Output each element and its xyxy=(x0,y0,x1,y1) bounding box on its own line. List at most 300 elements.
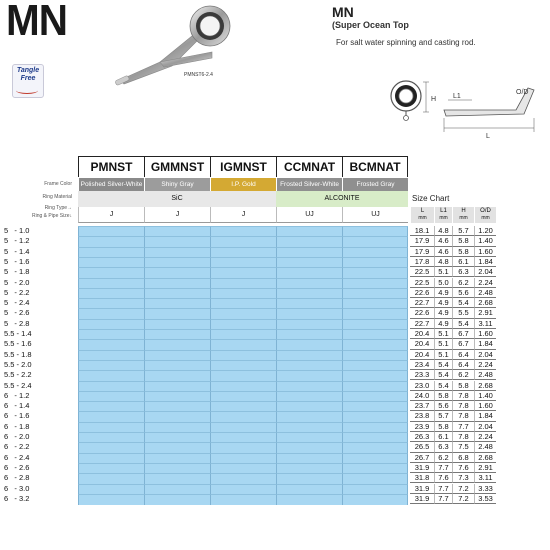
model-availability-cell xyxy=(210,339,276,350)
model-availability-cell xyxy=(276,257,342,268)
model-availability-cell xyxy=(78,247,144,258)
model-availability-cell xyxy=(276,308,342,319)
model-availability-cell xyxy=(342,257,408,268)
model-availability-cell xyxy=(210,442,276,453)
model-availability-cell xyxy=(276,350,342,361)
size-chart-value: 17.9 xyxy=(410,236,434,246)
size-chart-value: 2.04 xyxy=(474,267,496,277)
model-availability-cell xyxy=(210,298,276,309)
model-availability-cell xyxy=(210,463,276,474)
model-availability-cell xyxy=(210,267,276,278)
logo-text-line2: Free xyxy=(20,75,36,82)
model-availability-cell xyxy=(210,247,276,258)
model-availability-cell xyxy=(78,308,144,319)
model-header-ccmnat: CCMNAT xyxy=(276,156,342,177)
size-chart-value: 22.5 xyxy=(410,267,434,277)
model-availability-cell xyxy=(210,411,276,422)
model-availability-cell xyxy=(210,473,276,484)
model-availability-cell xyxy=(276,401,342,412)
size-chart-value: 6.4 xyxy=(452,350,474,360)
ring-size-value: 5.5 - 1.8 xyxy=(4,349,32,359)
size-chart-value: 6.7 xyxy=(452,339,474,349)
size-chart-value: 4.9 xyxy=(434,308,452,318)
model-availability-cell xyxy=(276,267,342,278)
size-chart-value: 7.8 xyxy=(452,432,474,442)
size-chart-value: 5.7 xyxy=(434,411,452,421)
model-availability-cell xyxy=(78,236,144,247)
ring-size-value: 6 - 3.2 xyxy=(4,493,30,503)
size-chart-value: 1.84 xyxy=(474,339,496,349)
model-availability-cell xyxy=(276,370,342,381)
model-availability-cell xyxy=(78,484,144,495)
model-availability-cell xyxy=(210,381,276,392)
model-availability-cell xyxy=(342,432,408,443)
size-chart-column-unit: mm xyxy=(418,215,427,221)
size-chart-value: 1.84 xyxy=(474,411,496,421)
model-availability-cell xyxy=(78,298,144,309)
tangle-free-logo xyxy=(12,64,44,98)
ring-size-label: Ring & Pipe Size↓ xyxy=(31,213,72,219)
size-chart-value: 7.5 xyxy=(452,442,474,452)
ring-size-value: 5 - 2.2 xyxy=(4,287,30,297)
size-chart-value: 3.33 xyxy=(474,484,496,494)
size-chart-value: 5.8 xyxy=(452,381,474,391)
model-availability-cell xyxy=(342,422,408,433)
size-chart-value: 6.8 xyxy=(452,453,474,463)
model-availability-cell xyxy=(144,432,210,443)
model-availability-cell xyxy=(210,494,276,505)
size-chart-value: 4.8 xyxy=(434,257,452,267)
model-availability-cell xyxy=(78,463,144,474)
size-chart-value: 5.1 xyxy=(434,267,452,277)
size-chart-value: 5.5 xyxy=(452,308,474,318)
size-chart-value: 7.3 xyxy=(452,473,474,483)
model-availability-cell xyxy=(78,432,144,443)
model-availability-cell xyxy=(144,494,210,505)
size-chart-value: 5.1 xyxy=(434,350,452,360)
model-availability-cell xyxy=(210,329,276,340)
size-chart-value: 22.7 xyxy=(410,319,434,329)
size-chart-value: 1.40 xyxy=(474,391,496,401)
ring-type-cell: UJ xyxy=(276,207,342,223)
size-chart-value: 5.8 xyxy=(434,391,452,401)
ring-size-value: 6 - 1.6 xyxy=(4,411,30,421)
size-chart-value: 3.11 xyxy=(474,473,496,483)
model-availability-cell xyxy=(342,401,408,412)
frame-color-cell: Frosted Silver-White xyxy=(276,178,342,191)
ring-size-value: 6 - 2.6 xyxy=(4,462,30,472)
model-availability-cell xyxy=(144,257,210,268)
size-chart-header xyxy=(452,207,474,223)
model-availability-cell xyxy=(144,381,210,392)
size-chart-column-unit: mm xyxy=(459,215,468,221)
size-chart-value: 5.6 xyxy=(452,288,474,298)
size-chart-value: 7.8 xyxy=(452,391,474,401)
size-chart-header xyxy=(434,207,452,223)
size-chart-column-name: O/D xyxy=(480,208,491,214)
size-chart-value: 7.2 xyxy=(452,494,474,504)
ring-material-label: Ring Material xyxy=(42,194,72,200)
size-chart-value: 7.7 xyxy=(434,463,452,473)
size-chart-header xyxy=(410,207,434,223)
ring-size-value: 5.5 - 2.4 xyxy=(4,380,32,390)
model-availability-cell xyxy=(276,319,342,330)
guide-photo xyxy=(100,4,240,88)
ring-size-value: 6 - 2.8 xyxy=(4,473,30,483)
model-availability-cell xyxy=(342,278,408,289)
model-availability-cell xyxy=(276,236,342,247)
model-availability-cell xyxy=(144,360,210,371)
model-availability-cell xyxy=(342,411,408,422)
ring-material-cell: SiC xyxy=(78,191,276,207)
model-availability-cell xyxy=(342,391,408,402)
model-availability-cell xyxy=(210,288,276,299)
size-chart-value: 5.6 xyxy=(434,401,452,411)
model-availability-cell xyxy=(144,339,210,350)
size-chart-column-name: L xyxy=(420,208,425,214)
model-availability-cell xyxy=(342,442,408,453)
model-header-gmmnst: GMMNST xyxy=(144,156,210,177)
size-chart-value: 7.6 xyxy=(452,463,474,473)
model-availability-cell xyxy=(78,453,144,464)
size-chart-value: 18.1 xyxy=(410,226,434,236)
model-availability-cell xyxy=(342,247,408,258)
size-chart-value: 5.7 xyxy=(452,226,474,236)
ring-size-value: 5 - 2.8 xyxy=(4,318,30,328)
ring-type-cell: J xyxy=(144,207,210,223)
size-chart-value: 6.2 xyxy=(452,278,474,288)
ring-size-value: 5 - 1.4 xyxy=(4,246,30,256)
model-availability-cell xyxy=(342,381,408,392)
ring-size-value: 5 - 2.4 xyxy=(4,298,30,308)
frame-color-label: Frame Color xyxy=(44,181,72,187)
ring-size-value: 5 - 2.6 xyxy=(4,308,30,318)
model-availability-cell xyxy=(276,494,342,505)
size-chart-value: 7.7 xyxy=(452,422,474,432)
size-chart-value: 5.4 xyxy=(452,319,474,329)
ring-type-cell: J xyxy=(210,207,276,223)
model-availability-cell xyxy=(342,484,408,495)
size-chart-value: 6.2 xyxy=(434,453,452,463)
model-header-bcmnat: BCMNAT xyxy=(342,156,408,177)
size-chart-value: 1.60 xyxy=(474,329,496,339)
model-availability-cell xyxy=(276,339,342,350)
model-availability-cell xyxy=(144,401,210,412)
size-chart-value: 17.9 xyxy=(410,247,434,257)
model-availability-cell xyxy=(210,432,276,443)
size-chart-value: 6.3 xyxy=(434,442,452,452)
size-chart-value: 2.48 xyxy=(474,442,496,452)
size-chart-value: 20.4 xyxy=(410,329,434,339)
model-availability-cell xyxy=(342,473,408,484)
model-availability-cell xyxy=(342,463,408,474)
size-chart-value: 31.9 xyxy=(410,494,434,504)
size-chart-value: 6.3 xyxy=(452,267,474,277)
model-availability-cell xyxy=(342,298,408,309)
model-availability-cell xyxy=(276,381,342,392)
size-chart-value: 3.53 xyxy=(474,494,496,504)
model-availability-cell xyxy=(144,463,210,474)
ring-size-value: 5.5 - 2.2 xyxy=(4,370,32,380)
model-availability-cell xyxy=(144,442,210,453)
model-availability-cell xyxy=(78,442,144,453)
model-availability-cell xyxy=(342,360,408,371)
size-chart-title: Size Chart xyxy=(412,194,450,203)
size-chart-value: 20.4 xyxy=(410,339,434,349)
model-availability-cell xyxy=(78,288,144,299)
ring-size-value: 5 - 1.8 xyxy=(4,267,30,277)
model-availability-cell xyxy=(276,484,342,495)
model-availability-cell xyxy=(210,484,276,495)
size-chart-value: 2.24 xyxy=(474,360,496,370)
size-chart-value: 5.8 xyxy=(452,247,474,257)
ring-size-value: 5 - 1.0 xyxy=(4,226,30,235)
size-chart-value: 6.7 xyxy=(452,329,474,339)
size-chart-value: 5.8 xyxy=(452,236,474,246)
model-availability-cell xyxy=(144,370,210,381)
frame-color-cell: Frosted Gray xyxy=(342,178,408,191)
model-availability-cell xyxy=(144,288,210,299)
model-availability-cell xyxy=(78,350,144,361)
logo-text-line1: Tangle xyxy=(16,67,40,74)
size-chart-column-unit: mm xyxy=(481,215,490,221)
model-availability-cell xyxy=(78,381,144,392)
size-chart-value: 20.4 xyxy=(410,350,434,360)
frame-color-cell: I.P. Gold xyxy=(210,178,276,191)
size-chart-value: 22.6 xyxy=(410,288,434,298)
ring-size-value: 5.5 - 1.4 xyxy=(4,329,32,338)
model-availability-cell xyxy=(210,422,276,433)
model-availability-cell xyxy=(78,267,144,278)
dimension-diagram xyxy=(386,72,541,154)
model-availability-cell xyxy=(78,226,144,237)
ring-size-value: 6 - 3.0 xyxy=(4,483,30,493)
model-availability-cell xyxy=(276,473,342,484)
model-availability-cell xyxy=(276,453,342,464)
size-chart-column-name: H xyxy=(461,208,466,214)
size-chart-value: 2.68 xyxy=(474,453,496,463)
size-chart-value: 31.9 xyxy=(410,484,434,494)
model-availability-cell xyxy=(342,308,408,319)
model-availability-cell xyxy=(78,257,144,268)
size-chart-value: 1.20 xyxy=(474,226,496,236)
model-title: MN xyxy=(332,4,354,20)
size-chart-column-unit: mm xyxy=(439,215,448,221)
size-chart-value: 17.8 xyxy=(410,257,434,267)
model-availability-cell xyxy=(342,226,408,237)
diagram-label-od: O/D xyxy=(516,89,529,96)
ring-size-value: 5 - 2.0 xyxy=(4,277,30,287)
model-availability-cell xyxy=(210,360,276,371)
frame-color-cell: Shiny Gray xyxy=(144,178,210,191)
model-availability-cell xyxy=(210,308,276,319)
model-availability-cell xyxy=(342,329,408,340)
model-header-igmnst: IGMNST xyxy=(210,156,276,177)
model-availability-cell xyxy=(210,257,276,268)
model-availability-cell xyxy=(342,339,408,350)
size-chart-value: 4.9 xyxy=(434,298,452,308)
size-chart-value: 5.0 xyxy=(434,278,452,288)
size-chart-value: 23.3 xyxy=(410,370,434,380)
ring-size-value: 6 - 1.8 xyxy=(4,421,30,431)
model-availability-cell xyxy=(144,329,210,340)
logo-swoosh xyxy=(16,87,38,94)
model-availability-cell xyxy=(144,236,210,247)
diagram-label-h: H xyxy=(431,96,437,103)
model-availability-cell xyxy=(276,432,342,443)
model-availability-cell xyxy=(78,422,144,433)
model-availability-cell xyxy=(342,236,408,247)
ring-size-value: 6 - 2.4 xyxy=(4,452,30,462)
size-chart-value: 7.7 xyxy=(434,484,452,494)
model-availability-cell xyxy=(276,442,342,453)
size-chart-value: 5.4 xyxy=(452,298,474,308)
model-availability-cell xyxy=(210,278,276,289)
ring-size-value: 6 - 2.0 xyxy=(4,432,30,441)
size-chart-value: 5.4 xyxy=(434,370,452,380)
size-chart-value: 23.0 xyxy=(410,381,434,391)
size-chart-value: 1.40 xyxy=(474,236,496,246)
model-availability-cell xyxy=(144,473,210,484)
size-chart-value: 1.84 xyxy=(474,257,496,267)
model-availability-cell xyxy=(342,319,408,330)
model-availability-cell xyxy=(144,453,210,464)
size-chart-value: 26.5 xyxy=(410,442,434,452)
size-chart-value: 24.0 xyxy=(410,391,434,401)
diagram-label-l: L xyxy=(486,133,490,140)
model-availability-cell xyxy=(276,463,342,474)
model-availability-cell xyxy=(78,391,144,402)
size-chart-value: 7.2 xyxy=(452,484,474,494)
size-chart-value: 4.6 xyxy=(434,247,452,257)
size-chart-value: 23.4 xyxy=(410,360,434,370)
model-availability-cell xyxy=(78,370,144,381)
size-chart-value: 26.7 xyxy=(410,453,434,463)
size-chart-value: 31.9 xyxy=(410,463,434,473)
size-chart-value: 5.4 xyxy=(434,381,452,391)
model-availability-cell xyxy=(276,411,342,422)
ring-size-value: 5.5 - 1.6 xyxy=(4,339,32,349)
model-availability-cell xyxy=(342,288,408,299)
model-availability-cell xyxy=(78,329,144,340)
model-availability-cell xyxy=(144,226,210,237)
model-availability-cell xyxy=(210,350,276,361)
ring-size-value: 5.5 - 2.0 xyxy=(4,359,32,369)
model-availability-cell xyxy=(144,278,210,289)
model-availability-cell xyxy=(342,494,408,505)
model-availability-cell xyxy=(342,267,408,278)
size-chart-value: 6.1 xyxy=(452,257,474,267)
size-chart-value: 4.9 xyxy=(434,288,452,298)
ring-type-cell: J xyxy=(78,207,144,223)
size-chart-header xyxy=(474,207,496,223)
size-chart-value: 2.68 xyxy=(474,298,496,308)
size-chart-value: 4.6 xyxy=(434,236,452,246)
size-chart-value: 22.5 xyxy=(410,278,434,288)
size-chart-column-name: L1 xyxy=(440,208,447,214)
model-availability-cell xyxy=(144,247,210,258)
size-chart-value: 2.91 xyxy=(474,463,496,473)
size-chart-value: 2.48 xyxy=(474,370,496,380)
size-chart-value: 5.1 xyxy=(434,339,452,349)
model-subtitle: (Super Ocean Top xyxy=(332,20,409,30)
model-availability-cell xyxy=(210,453,276,464)
size-chart-value: 5.4 xyxy=(434,360,452,370)
size-chart-value: 5.1 xyxy=(434,329,452,339)
size-chart-value: 22.6 xyxy=(410,308,434,318)
size-chart-value: 2.24 xyxy=(474,432,496,442)
ring-type-cell: UJ xyxy=(342,207,408,223)
size-chart-value: 2.68 xyxy=(474,381,496,391)
size-chart-value: 31.8 xyxy=(410,473,434,483)
size-chart-value: 6.1 xyxy=(434,432,452,442)
model-availability-cell xyxy=(144,308,210,319)
model-availability-cell xyxy=(78,278,144,289)
model-availability-cell xyxy=(210,391,276,402)
size-chart-value: 5.8 xyxy=(434,422,452,432)
model-availability-cell xyxy=(342,350,408,361)
size-chart-value: 6.2 xyxy=(452,370,474,380)
photo-caption: PMNST6-2.4 xyxy=(184,72,213,78)
model-availability-cell xyxy=(78,401,144,412)
size-chart-value: 2.48 xyxy=(474,288,496,298)
model-availability-cell xyxy=(144,319,210,330)
model-availability-cell xyxy=(78,411,144,422)
ring-material-cell: ALCONITE xyxy=(276,191,408,207)
ring-size-value: 6 - 2.2 xyxy=(4,442,30,452)
size-chart-value: 7.8 xyxy=(452,401,474,411)
model-availability-cell xyxy=(78,494,144,505)
size-chart-value: 7.7 xyxy=(434,494,452,504)
frame-color-cell: Polished Silver-White xyxy=(78,178,144,191)
size-chart-value: 3.11 xyxy=(474,319,496,329)
size-chart-value: 2.24 xyxy=(474,278,496,288)
size-chart-value: 23.7 xyxy=(410,401,434,411)
model-availability-cell xyxy=(276,288,342,299)
model-availability-cell xyxy=(276,391,342,402)
model-availability-cell xyxy=(78,473,144,484)
model-availability-cell xyxy=(144,267,210,278)
page-title: MN xyxy=(6,0,68,45)
size-chart-value: 22.7 xyxy=(410,298,434,308)
model-availability-cell xyxy=(144,391,210,402)
size-chart-value: 1.60 xyxy=(474,401,496,411)
size-chart-value: 2.04 xyxy=(474,422,496,432)
model-availability-cell xyxy=(342,453,408,464)
model-availability-cell xyxy=(210,370,276,381)
size-chart-value: 23.9 xyxy=(410,422,434,432)
size-chart-value: 4.9 xyxy=(434,319,452,329)
ring-type-label: Ring Type→ xyxy=(44,205,72,211)
model-header-pmnst: PMNST xyxy=(78,156,144,177)
model-availability-cell xyxy=(210,226,276,237)
model-availability-cell xyxy=(276,226,342,237)
model-availability-cell xyxy=(144,484,210,495)
size-chart-value: 7.6 xyxy=(434,473,452,483)
ring-size-value: 5 - 1.2 xyxy=(4,236,30,246)
model-availability-cell xyxy=(144,411,210,422)
size-chart-value: 1.60 xyxy=(474,247,496,257)
model-availability-cell xyxy=(144,298,210,309)
model-availability-cell xyxy=(276,278,342,289)
size-chart-value: 2.91 xyxy=(474,308,496,318)
size-chart-value: 23.8 xyxy=(410,411,434,421)
model-availability-cell xyxy=(78,319,144,330)
size-chart-value: 4.8 xyxy=(434,226,452,236)
model-availability-cell xyxy=(276,247,342,258)
model-availability-cell xyxy=(78,339,144,350)
ring-size-value: 5 - 1.6 xyxy=(4,256,30,266)
